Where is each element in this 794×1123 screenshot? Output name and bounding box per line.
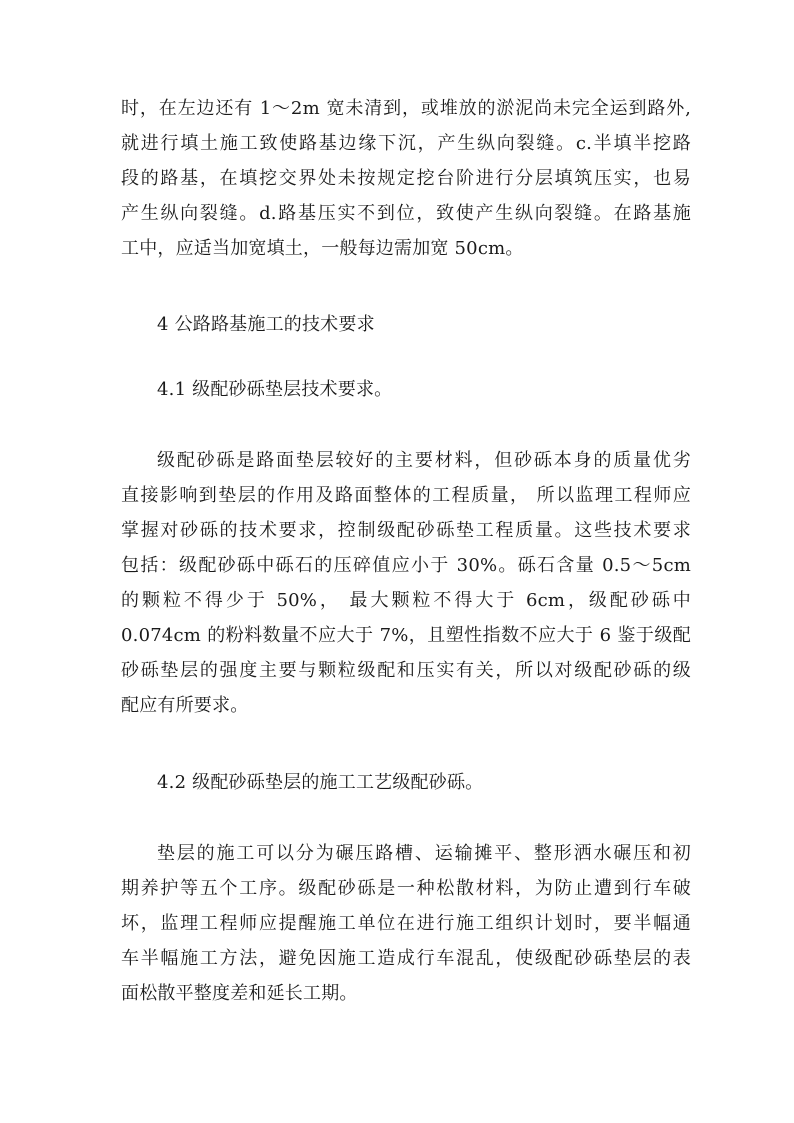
subsection-heading: 4.1 级配砂砾垫层技术要求。 [157,379,393,400]
paragraph-line: 0.074cm 的粉料数量不应大于 7%，且塑性指数不应大于 6 鉴于级配 [121,625,691,646]
paragraph-line: 工中，应适当加宽填土，一般每边需加宽 50cm。 [121,238,524,259]
paragraph-line: 包括：级配砂砾中砾石的压碎值应小于 30%。砾石含量 0.5～5cm [121,555,691,576]
paragraph-line: 面松散平整度差和延长工期。 [121,983,358,1004]
paragraph-line: 车半幅施工方法，避免因施工造成行车混乱，使级配砂砾垫层的表 [121,948,691,969]
paragraph-line: 砂砾垫层的强度主要与颗粒级配和压实有关，所以对级配砂砾的级 [121,660,691,681]
paragraph-line: 产生纵向裂缝。d.路基压实不到位，致使产生纵向裂缝。在路基施 [121,203,691,224]
paragraph-line: 就进行填土施工致使路基边缘下沉，产生纵向裂缝。c.半填半挖路 [121,133,691,154]
paragraph-line: 时，在左边还有 1～2m 宽未清到，或堆放的淤泥尚未完全运到路外, [121,98,691,119]
paragraph-line: 级配砂砾是路面垫层较好的主要材料，但砂砾本身的质量优劣 [157,450,691,471]
paragraph-line: 的颗粒不得少于 50%， 最大颗粒不得大于 6cm，级配砂砾中 [121,590,691,611]
subsection-heading: 4.2 级配砂砾垫层的施工工艺级配砂砾。 [157,772,484,793]
paragraph-line: 掌握对砂砾的技术要求，控制级配砂砾垫工程质量。这些技术要求 [121,520,691,541]
paragraph-line: 配应有所要求。 [121,695,249,716]
paragraph-line: 垫层的施工可以分为碾压路槽、运输摊平、整形洒水碾压和初 [157,843,691,864]
paragraph-line: 期养护等五个工序。级配砂砾是一种松散材料，为防止遭到行车破 [121,878,691,899]
paragraph-line: 段的路基，在填挖交界处未按规定挖台阶进行分层填筑压实，也易 [121,168,691,189]
section-heading: 4 公路路基施工的技术要求 [157,314,375,335]
paragraph-line: 坏，监理工程师应提醒施工单位在进行施工组织计划时，要半幅通 [121,913,691,934]
paragraph-line: 直接影响到垫层的作用及路面整体的工程质量， 所以监理工程师应 [121,485,691,506]
